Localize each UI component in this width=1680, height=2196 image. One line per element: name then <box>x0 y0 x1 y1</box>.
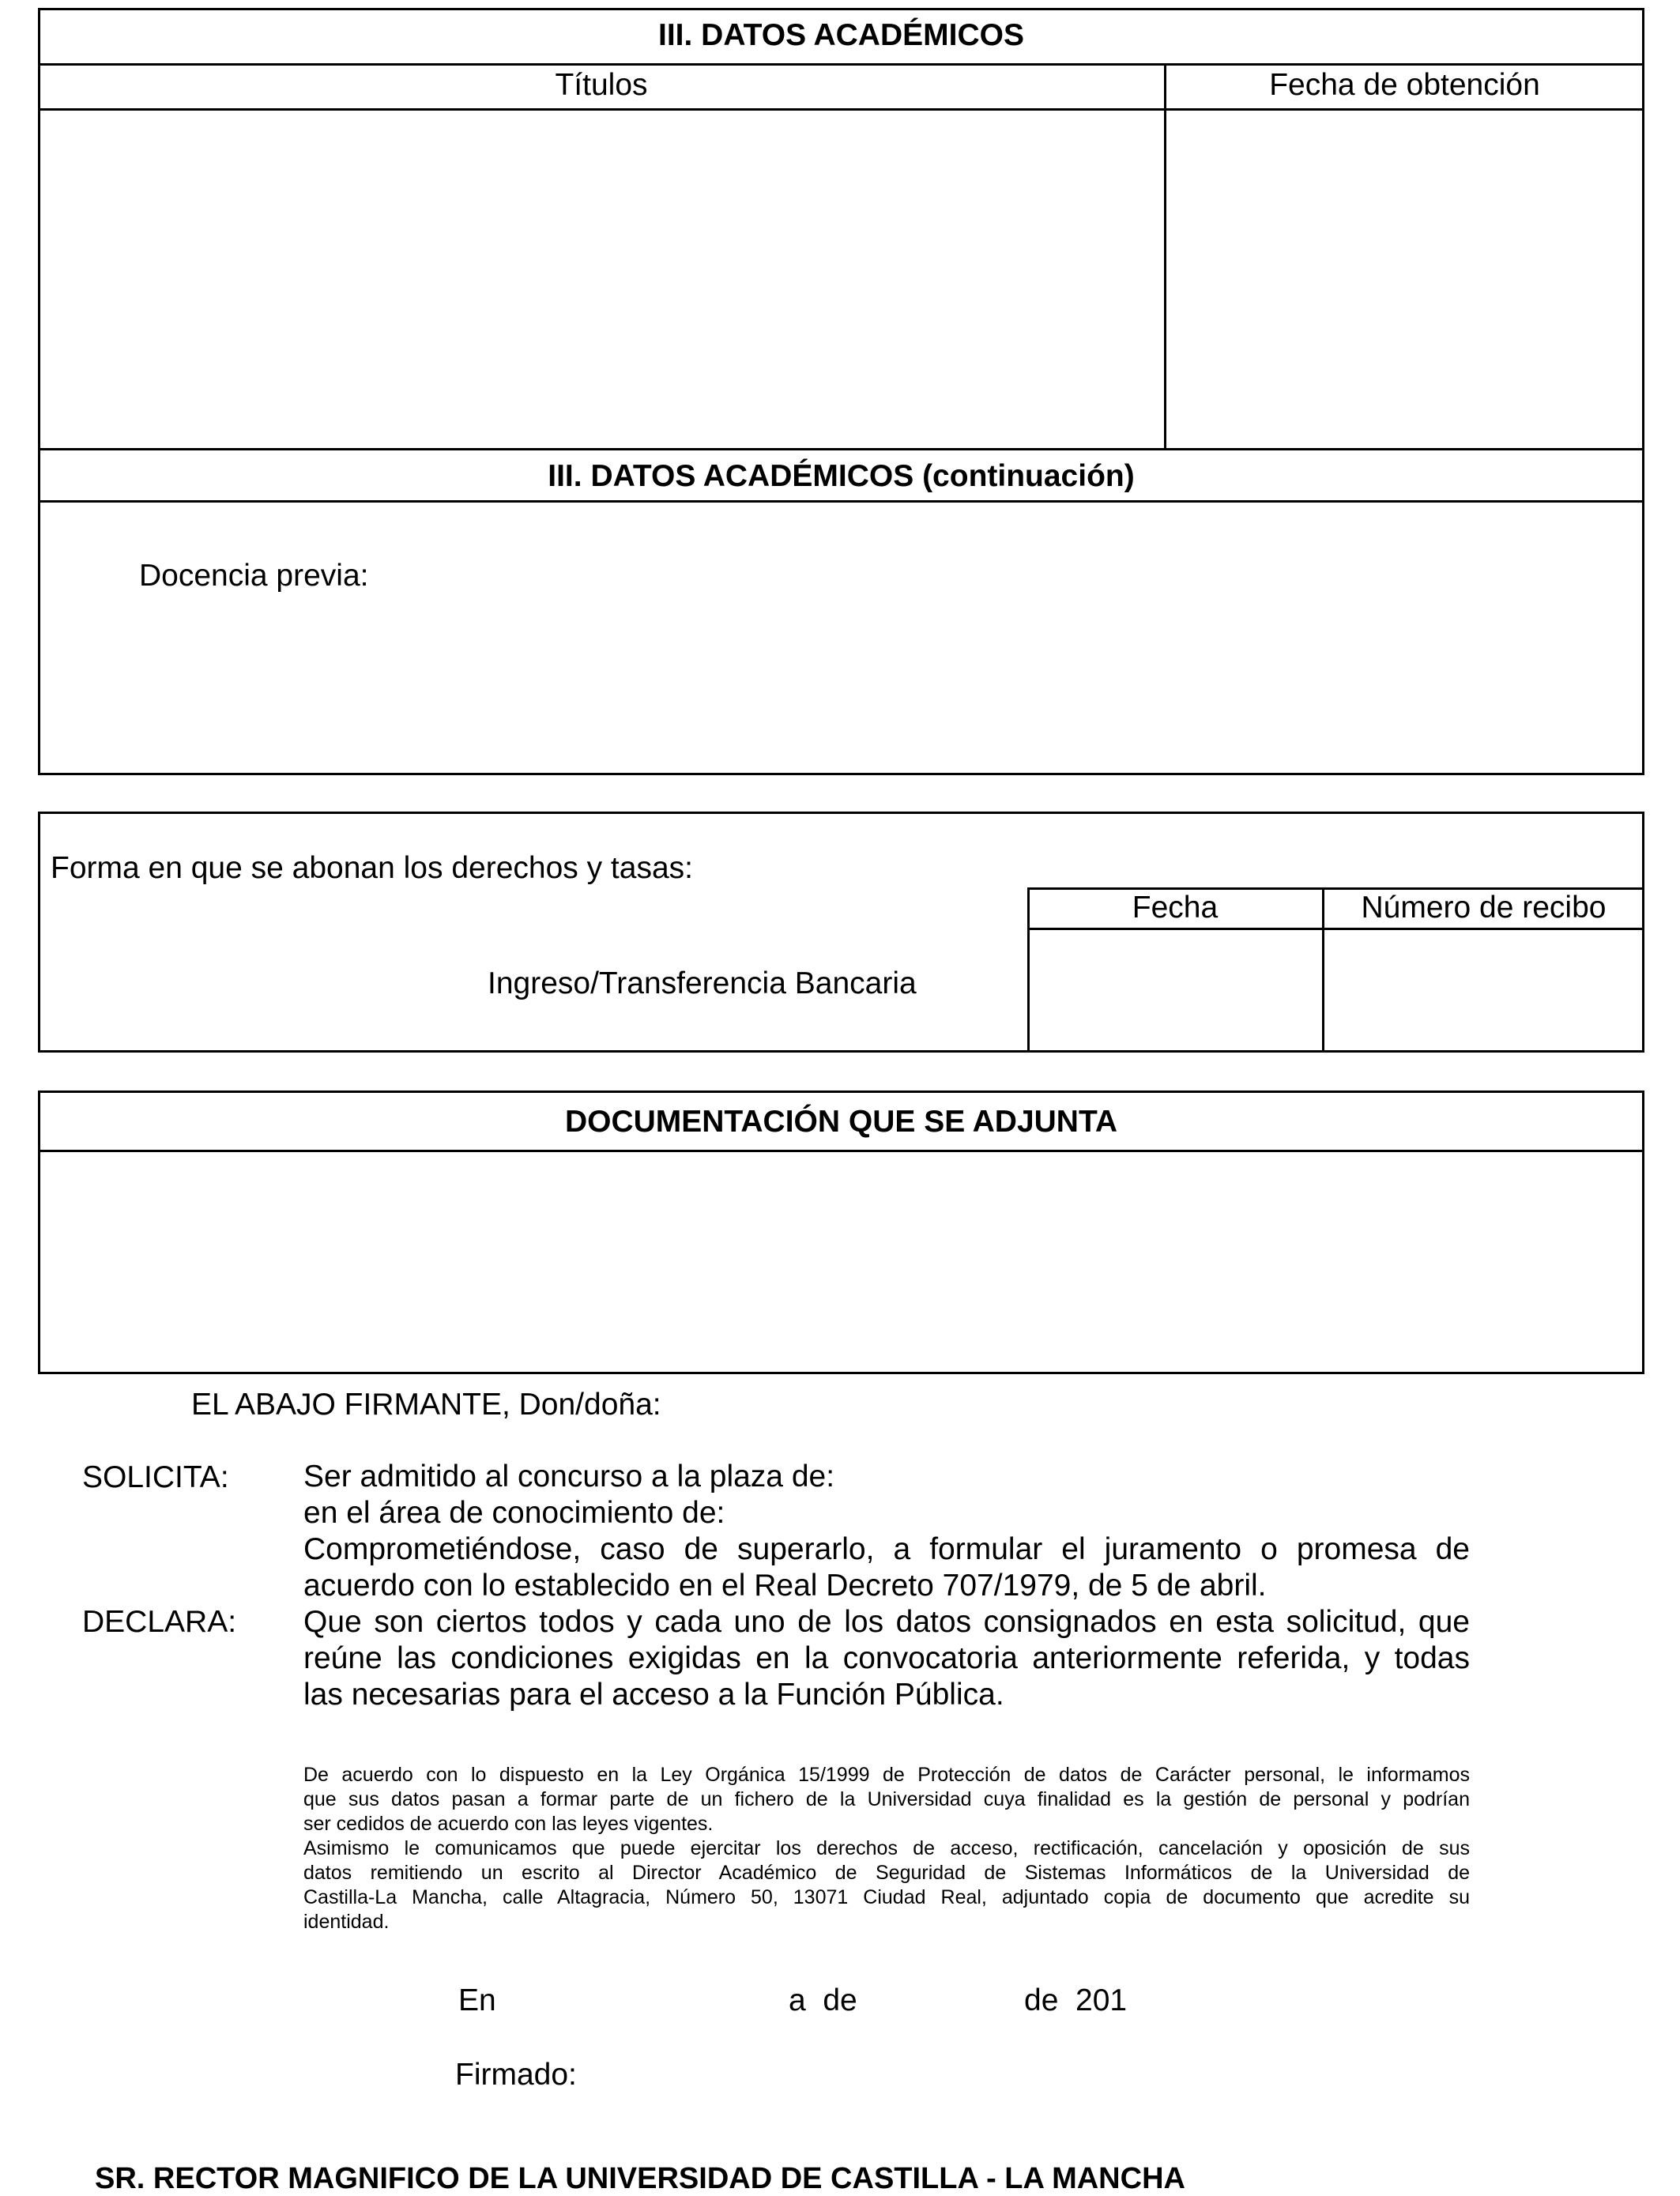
divider <box>38 1150 1644 1152</box>
declara-line: reúne las condiciones exigidas en la convocatoria anteriormente referida, y todas <box>303 1641 1470 1675</box>
documentation-title: DOCUMENTACIÓN QUE SE ADJUNTA <box>564 1105 1118 1139</box>
privacy-notice <box>303 1763 1470 1934</box>
day-month-label: a de <box>789 1983 857 2017</box>
prior-teaching-field[interactable] <box>522 506 1640 770</box>
privacy-line: ser cedidos de acuerdo con las leyes vigentes. <box>303 1813 714 1835</box>
declara-line: Que son ciertos todos y cada uno de los datos consignados en esta solicitud, que <box>303 1605 1470 1639</box>
academic-section-title: III. DATOS ACADÉMICOS <box>658 18 1024 52</box>
divider <box>1027 928 1644 930</box>
solicita-line: en el área de conocimiento de: <box>303 1496 725 1530</box>
declara-text <box>303 1604 1470 1713</box>
solicita-line: Comprometiéndose, caso de superarlo, a formular el juramento o promesa de <box>303 1532 1470 1566</box>
privacy-line: De acuerdo con lo dispuesto en la Ley Orgánica 15/1999 de Protección de datos de Carácter personal, le informamos <box>303 1764 1470 1786</box>
divider <box>38 63 1644 66</box>
prior-teaching-label: Docencia previa: <box>139 559 369 593</box>
addressee: SR. RECTOR MAGNIFICO DE LA UNIVERSIDAD DE CASTILLA - LA MANCHA <box>95 2162 1185 2195</box>
signed-label: Firmado: <box>455 2058 577 2092</box>
payment-date-header: Fecha <box>1132 891 1219 925</box>
declara-label: DECLARA: <box>82 1605 237 1639</box>
divider <box>38 500 1644 503</box>
date-obtained-field[interactable] <box>1168 111 1642 446</box>
solicita-line: Ser admitido al concurso a la plaza de: <box>303 1460 835 1494</box>
payment-method-value: Ingreso/Transferencia Bancaria <box>488 966 917 1000</box>
signer-name-label: EL ABAJO FIRMANTE, Don/doña: <box>191 1388 661 1422</box>
titles-field[interactable] <box>41 111 1162 446</box>
academic-continuation-title: III. DATOS ACADÉMICOS (continuación) <box>548 459 1135 493</box>
payment-method-label: Forma en que se abonan los derechos y tasas: <box>51 851 693 885</box>
year-label: de 201 <box>1024 1983 1128 2017</box>
divider <box>38 108 1644 111</box>
documentation-field[interactable] <box>41 1154 1641 1372</box>
solicita-text <box>303 1459 1470 1604</box>
column-divider <box>1164 63 1166 448</box>
privacy-line: que sus datos pasan a formar parte de un fichero de la Universidad cuya finalidad es la gestión de personal y podrían <box>303 1788 1470 1810</box>
solicita-line: acuerdo con lo establecido en el Real Decreto 707/1979, de 5 de abril. <box>303 1569 1267 1603</box>
date-obtained-column-header: Fecha de obtención <box>1269 68 1540 102</box>
receipt-number-field[interactable] <box>1326 932 1642 1050</box>
payment-date-field[interactable] <box>1031 932 1320 1050</box>
privacy-line: Castilla-La Mancha, calle Altagracia, Número 50, 13071 Ciudad Real, adjuntado copia de documento que acredite su <box>303 1886 1470 1908</box>
privacy-line: Asimismo le comunicamos que puede ejercitar los derechos de acceso, rectificación, cancelación y oposición de sus <box>303 1837 1470 1859</box>
declara-line: las necesarias para el acceso a la Función Pública. <box>303 1678 1004 1712</box>
place-label: En <box>458 1983 496 2017</box>
receipt-number-header: Número de recibo <box>1361 891 1607 925</box>
privacy-line: datos remitiendo un escrito al Director Académico de Seguridad de Sistemas Informáticos de la Universidad de <box>303 1862 1470 1884</box>
solicita-label: SOLICITA: <box>82 1460 229 1494</box>
titles-column-header: Títulos <box>555 68 648 102</box>
privacy-line: identidad. <box>303 1911 390 1933</box>
